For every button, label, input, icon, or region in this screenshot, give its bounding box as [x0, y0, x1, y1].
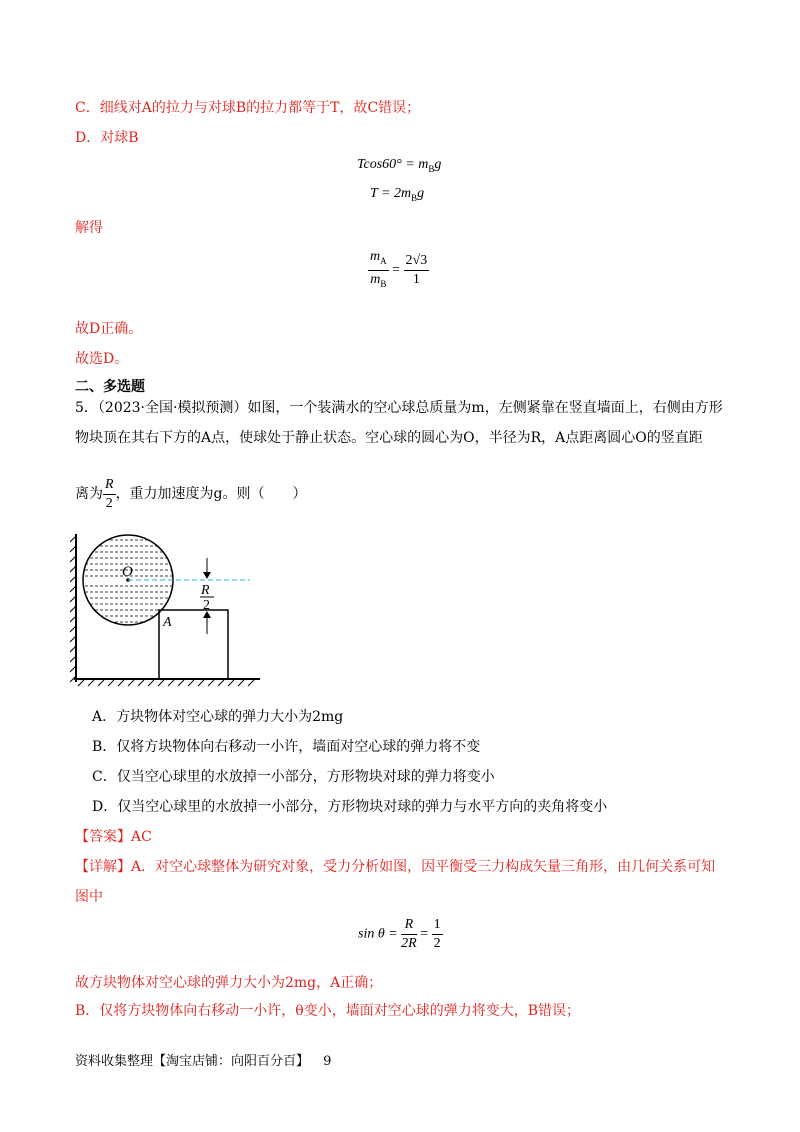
- eq2-sub: B: [411, 192, 418, 203]
- detail-line-1: 【详解】A．对空心球整体为研究对象，受力分析如图，因平衡受三力构成矢量三角形，由几何关系可知: [75, 859, 716, 875]
- answer-label: 【答案】AC: [75, 829, 152, 845]
- ground-hatching: [78, 680, 254, 686]
- jiede-label: 解得: [75, 220, 103, 236]
- frac-2: 2: [105, 495, 113, 511]
- footer: [75, 1052, 331, 1072]
- d-correct: 故D正确。: [75, 321, 143, 337]
- physics-diagram: [70, 530, 260, 690]
- equation-1: [357, 157, 441, 174]
- sin-num: R: [401, 916, 417, 935]
- eq2-left: T = 2m: [370, 186, 412, 201]
- option-d: D．仅当空心球里的水放掉一小部分，方形物块对球的弹力与水平方向的夹角将变小: [92, 799, 608, 815]
- frac-r: R: [103, 476, 116, 495]
- mass-ratio-equation: [368, 248, 429, 293]
- label-o: O: [122, 564, 133, 580]
- eq2-right: g: [417, 186, 425, 201]
- page-number: 9: [323, 1054, 332, 1069]
- ratio-den-sub: B: [380, 278, 387, 289]
- conclusion-a: 故方块物体对空心球的弹力大小为2mg，A正确；: [75, 975, 383, 991]
- upper-arrowhead: [203, 572, 211, 579]
- label-r: R: [201, 583, 210, 598]
- r-over-2-fraction: [103, 476, 116, 513]
- sin-value-fraction: [432, 916, 443, 953]
- sin-fraction: [401, 916, 417, 953]
- sin-val-num: 1: [432, 916, 443, 935]
- sin-den: 2R: [401, 936, 417, 951]
- option-a: A．方块物体对空心球的弹力大小为2mg: [92, 709, 344, 725]
- detail-line-2: 图中: [75, 889, 103, 905]
- q5-line3a: 离为: [75, 486, 103, 502]
- eq1-right: g: [434, 157, 442, 172]
- option-d-intro: D．对球B: [75, 130, 139, 146]
- ratio-value-num: 2√3: [404, 252, 430, 271]
- ratio-equals: =: [392, 262, 401, 278]
- ratio-den: m: [370, 271, 381, 287]
- ratio-value-den: 1: [412, 271, 420, 287]
- question-5-line-1: 5．（2023·全国·模拟预测）如图，一个装满水的空心球总质量为m，左侧紧靠在竖直墙面上，右侧由方形: [75, 400, 723, 416]
- sine-equation: [358, 916, 443, 953]
- label-2: 2: [203, 598, 210, 613]
- sin-equals: =: [420, 926, 429, 942]
- option-c: C．仅当空心球里的水放掉一小部分，方形物块对球的弹力将变小: [92, 769, 495, 785]
- section-title: 二、多选题: [75, 379, 145, 395]
- choose-d: 故选D。: [75, 351, 129, 367]
- conclusion-b: B．仅将方块物体向右移动一小许，θ变小，墙面对空心球的弹力将变大，B错误；: [75, 1003, 581, 1019]
- footer-text: 资料收集整理【淘宝店铺：向阳百分百】: [75, 1054, 310, 1069]
- sin-val-den: 2: [433, 936, 441, 951]
- mass-ratio-fraction: [368, 248, 389, 293]
- option-c-explanation: C．细线对A的拉力与对球B的拉力都等于T，故C错误；: [75, 100, 421, 116]
- question-5-line-3: [75, 474, 307, 514]
- eq1-sub: B: [428, 163, 435, 174]
- ratio-num-sub: A: [380, 255, 387, 266]
- sin-left: sin θ =: [358, 926, 398, 942]
- question-5-line-2: 物块顶在其右下方的A点，使球处于静止状态。空心球的圆心为O，半径为R，A点距离圆心O的竖直距: [75, 430, 703, 446]
- ratio-value-fraction: [404, 252, 430, 289]
- option-b: B．仅将方块物体向右移动一小许，墙面对空心球的弹力将不变: [92, 739, 481, 755]
- eq1-left: Tcos60° = m: [357, 157, 429, 172]
- equation-2: [370, 186, 424, 203]
- q5-line3b: ，重力加速度为g。则（ ）: [115, 486, 307, 502]
- ratio-num: m: [370, 249, 381, 264]
- label-a: A: [163, 615, 172, 630]
